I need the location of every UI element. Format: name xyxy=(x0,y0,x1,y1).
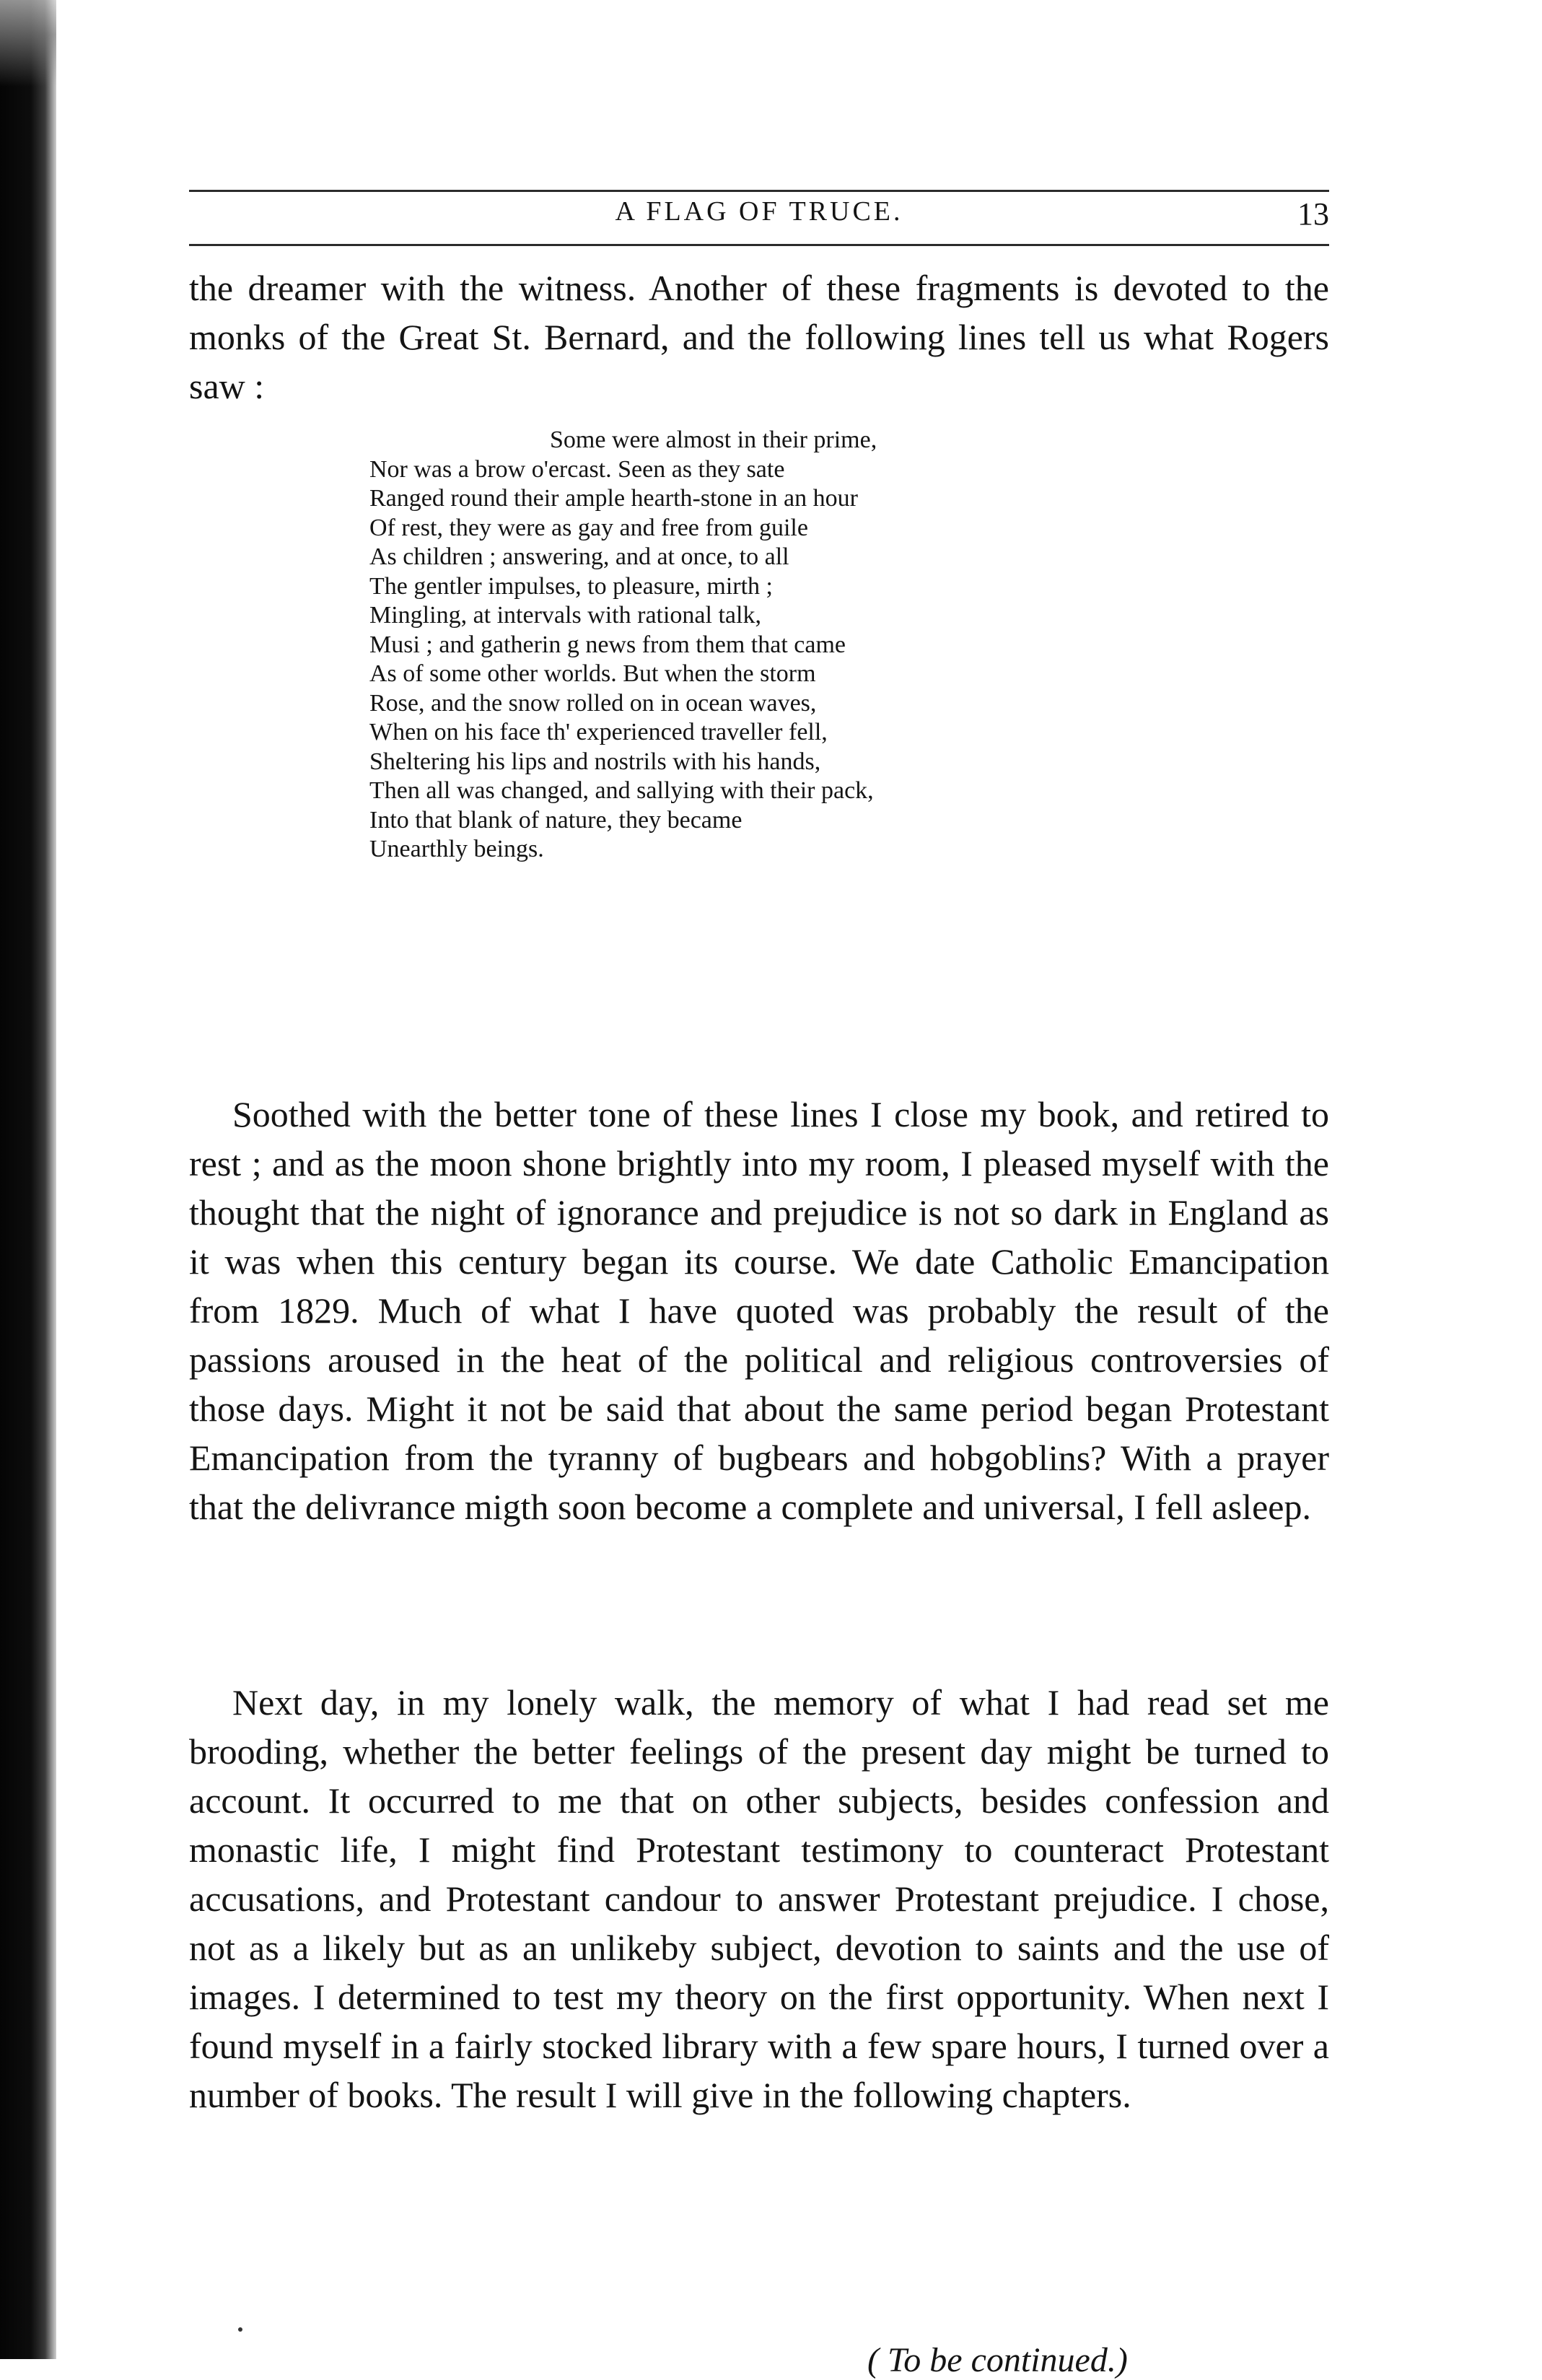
verse-line: Then all was changed, and sallying with their pack, xyxy=(369,777,874,804)
page-number: 13 xyxy=(1297,196,1329,232)
verse-quotation xyxy=(369,426,1264,865)
scan-binding-edge xyxy=(0,0,56,2359)
verse-line: Of rest, they were as gay and free from guile xyxy=(369,514,808,541)
paragraph-intro: the dreamer with the witness. Another of these fragments is devoted to the monks of the Great St. Bernard, and the following lines tell us what Rogers saw : xyxy=(189,268,1329,406)
paragraph-soothed: Soothed with the better tone of these lines I close my book, and retired to rest ; and as the moon shone brightly into my room, I pleased myself with the thought that the night of ignorance and prejudice is not so dark in England as it was when this century began its course. We date Catholic Emancipation from 1829. Much of what I have quoted was probably the result of the passions aroused in the heat of the political and religious controversies of those days. Might it not be said that about the same period began Protestant Emancipation from the tyranny of bugbears and hobgoblins? With a prayer that the delivrance migth soon become a complete and universal, I fell asleep. xyxy=(189,1094,1329,1527)
verse-line: Ranged round their ample hearth-stone in an hour xyxy=(369,485,858,512)
to-be-continued: ( To be continued.) xyxy=(867,2341,1128,2379)
verse-line: Some were almost in their prime, xyxy=(550,426,877,453)
verse-line: As of some other worlds. But when the storm xyxy=(369,660,816,687)
scan-binding-shadow xyxy=(0,0,56,87)
running-head-title: A FLAG OF TRUCE. xyxy=(615,196,903,227)
verse-line: Musi ; and gatherin g news from them that came xyxy=(369,631,846,658)
verse-line: As children ; answering, and at once, to all xyxy=(369,543,789,570)
verse-line: Into that blank of nature, they became xyxy=(369,806,742,834)
verse-line: The gentler impulses, to pleasure, mirth ; xyxy=(369,572,773,600)
verse-line: Nor was a brow o'ercast. Seen as they sate xyxy=(369,455,785,483)
header-rule-top xyxy=(189,190,1329,192)
paragraph-next-day: Next day, in my lonely walk, the memory of what I had read set me brooding, whether the better feelings of the present day might be turned to account. It occurred to me that on other subjects, besides confession and monastic life, I might find Protestant testimony to counteract Protestant accusations, and Protestant candour to answer Protestant prejudice. I chose, not as a likely but as an unlikeby subject, devotion to saints and the use of images. I determined to test my theory on the first opportunity. When next I found myself in a fairly stocked library with a few spare hours, I turned over a number of books. The result I will give in the following chapters. xyxy=(189,1682,1329,2115)
verse-line: When on his face th' experienced traveller fell, xyxy=(369,719,828,745)
scan-speck xyxy=(238,2327,242,2332)
verse-line: Rose, and the snow rolled on in ocean waves, xyxy=(369,689,817,717)
verse-line: Sheltering his lips and nostrils with his hands, xyxy=(369,748,821,775)
verse-line: Mingling, at intervals with rational talk, xyxy=(369,602,761,629)
verse-line: Unearthly beings. xyxy=(369,836,544,862)
running-head xyxy=(189,196,1329,239)
header-rule-bottom xyxy=(189,244,1329,246)
